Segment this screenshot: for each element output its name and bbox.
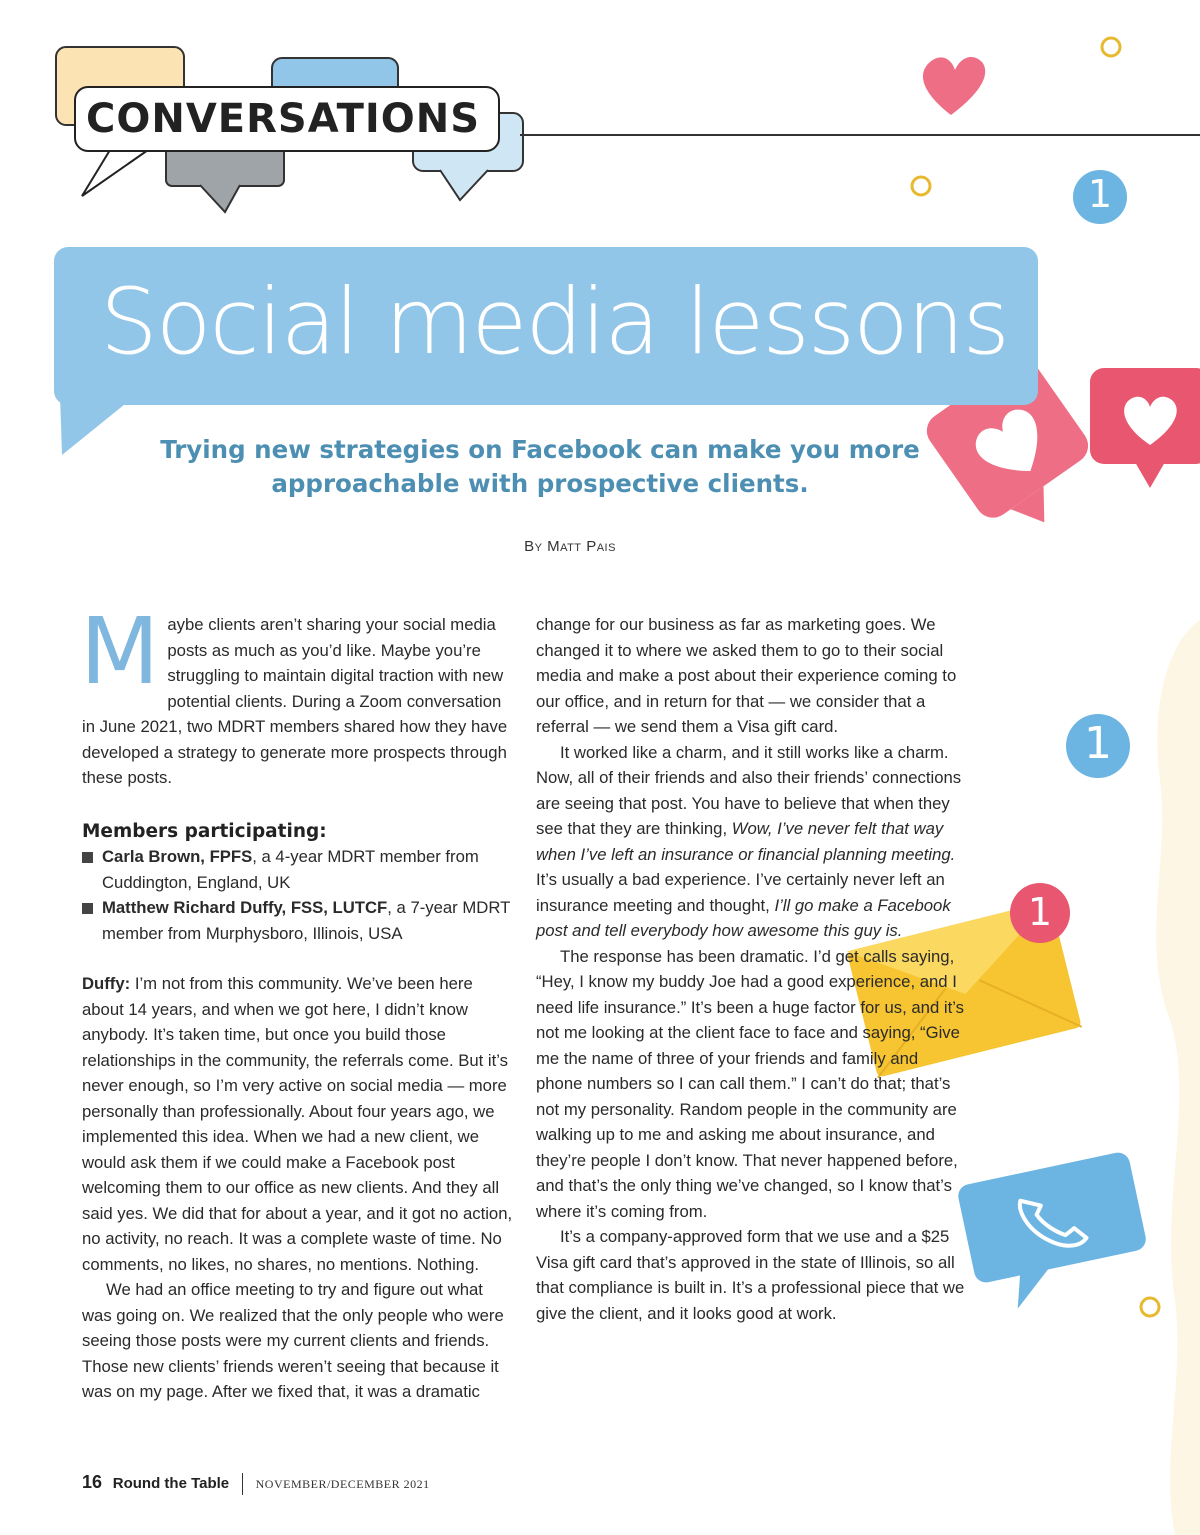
member-detail: , a 4-year MDRT member from Cuddington, England, UK <box>102 847 479 892</box>
member-item <box>82 895 514 946</box>
members-heading: Members participating: <box>82 820 327 842</box>
page-footer <box>82 1472 430 1500</box>
member-detail: , a 7-year MDRT member from Murphysboro, Illinois, USA <box>102 898 510 943</box>
member-name: Carla Brown, FPFS <box>102 847 253 866</box>
member-name: Matthew Richard Duffy, FSS, LUTCF <box>102 898 388 917</box>
intro-paragraph <box>80 598 514 791</box>
badge-number: 1 <box>1027 890 1053 934</box>
section-label-tail <box>82 150 148 196</box>
member-item <box>82 844 514 895</box>
paragraph-text: It’s a company-approved form that we use and a $25 Visa gift card that’s approved in the state of Illinois, so all that compliance is built in. It’s a professional piece that we give the client, and it looks good at work. <box>536 1227 965 1323</box>
paragraph-text: We had an office meeting to try and figure out what was going on. We realized that the only people who were seeing those posts were my current clients and friends. Those new clients’ friends weren’t seeing that because it was on my page. After we fixed that, it was a dramatic <box>82 1280 504 1401</box>
paragraph <box>536 944 968 1225</box>
publication-name: Round the Table <box>112 1475 230 1492</box>
issue-date: NOVEMBER/DECEMBER 2021 <box>255 1477 430 1491</box>
paragraph <box>82 971 514 1277</box>
phone-icon <box>956 1150 1155 1316</box>
header-rule <box>520 134 1200 136</box>
article-column-right <box>536 612 968 1326</box>
italic-text: I’ll go make a Facebook post and tell everybody how awesome this guy is. <box>536 895 951 940</box>
page-number: 16 <box>82 1472 103 1492</box>
paragraph <box>536 740 968 944</box>
paragraph-text: I’m not from this community. We’ve been here about 14 years, and when we got here, I didn’t know anybody. It’s taken time, but once you build those relationships in the community, the referrals come. But it’s never enough, so I’m very active on social media — more personally than professionally. About four years ago, we implemented this idea. When we had a new client, we would ask them if we could make a Facebook post welcoming them to our office as new clients. And they all said yes. We did that for about a year, and it got no action, no activity, no reach. It was a complete waste of time. No comments, no likes, no shares, no mentions. Nothing. <box>82 974 513 1274</box>
badge-number: 1 <box>1087 172 1113 216</box>
italic-text: Wow, I’ve never felt that way when I’ve left an insurance or financial planning meeting. <box>536 819 956 864</box>
section-label: CONVERSATIONS <box>74 86 500 152</box>
article-column-left <box>80 598 514 1405</box>
footer-divider <box>242 1473 243 1495</box>
bullet-square-icon <box>82 852 93 863</box>
cream-wave-shape <box>1156 620 1200 1535</box>
byline: By Matt Pais <box>524 538 616 555</box>
paragraph-continuation: change for our business as far as marketing goes. We changed it to where we asked them to go to their social media and make a post about their experience coming to our office, and in return for that — we consider that a referral — we send them a Visa gift card. <box>536 615 957 736</box>
paragraph-text: It’s usually a bad experience. I’ve certainly never left an insurance meeting and thought, <box>536 870 945 915</box>
dropcap: M <box>80 598 160 705</box>
paragraph-text: The response has been dramatic. I’d get calls saying, “Hey, I know my buddy Joe had a good experience, and I need life insurance.” It’s been a huge factor for us, and it’s not me looking at the client face to face and saying, “Give me the name of three of your friends and family and phone numbers so I can call them.” I can’t do that; that’s not my personality. Random people in the community are walking up to me and asking me about insurance, and they’re people I don’t know. That never happened before, and that’s the only thing we’ve changed, so I know that’s where it’s coming from. <box>536 946 964 1221</box>
heart-icon <box>923 57 985 115</box>
paragraph-continued <box>82 1277 514 1405</box>
page-title: Social media lessons <box>100 270 1008 375</box>
bullet-square-icon <box>82 903 93 914</box>
intro-text: aybe clients aren’t sharing your social media posts as much as you’d like. Maybe you’re struggling to maintain digital traction with new potential clients. During a Zoom conversation in June 2021, two MDRT members shared how they have developed a strategy to generate more prospects through these posts. <box>82 615 508 787</box>
badge-number: 1 <box>1084 718 1112 769</box>
heart-like-icon-small <box>1090 368 1200 488</box>
subtitle: Trying new strategies on Facebook can make you more approachable with prospective clients. <box>160 435 920 498</box>
paragraph-text: It worked like a charm, and it still works like a charm. Now, all of their friends and also their friends’ connections are seeing that post. You have to believe that when they see that they are thinking, <box>536 742 962 838</box>
paragraph <box>536 1224 968 1326</box>
speaker-label: Duffy: <box>82 974 131 993</box>
